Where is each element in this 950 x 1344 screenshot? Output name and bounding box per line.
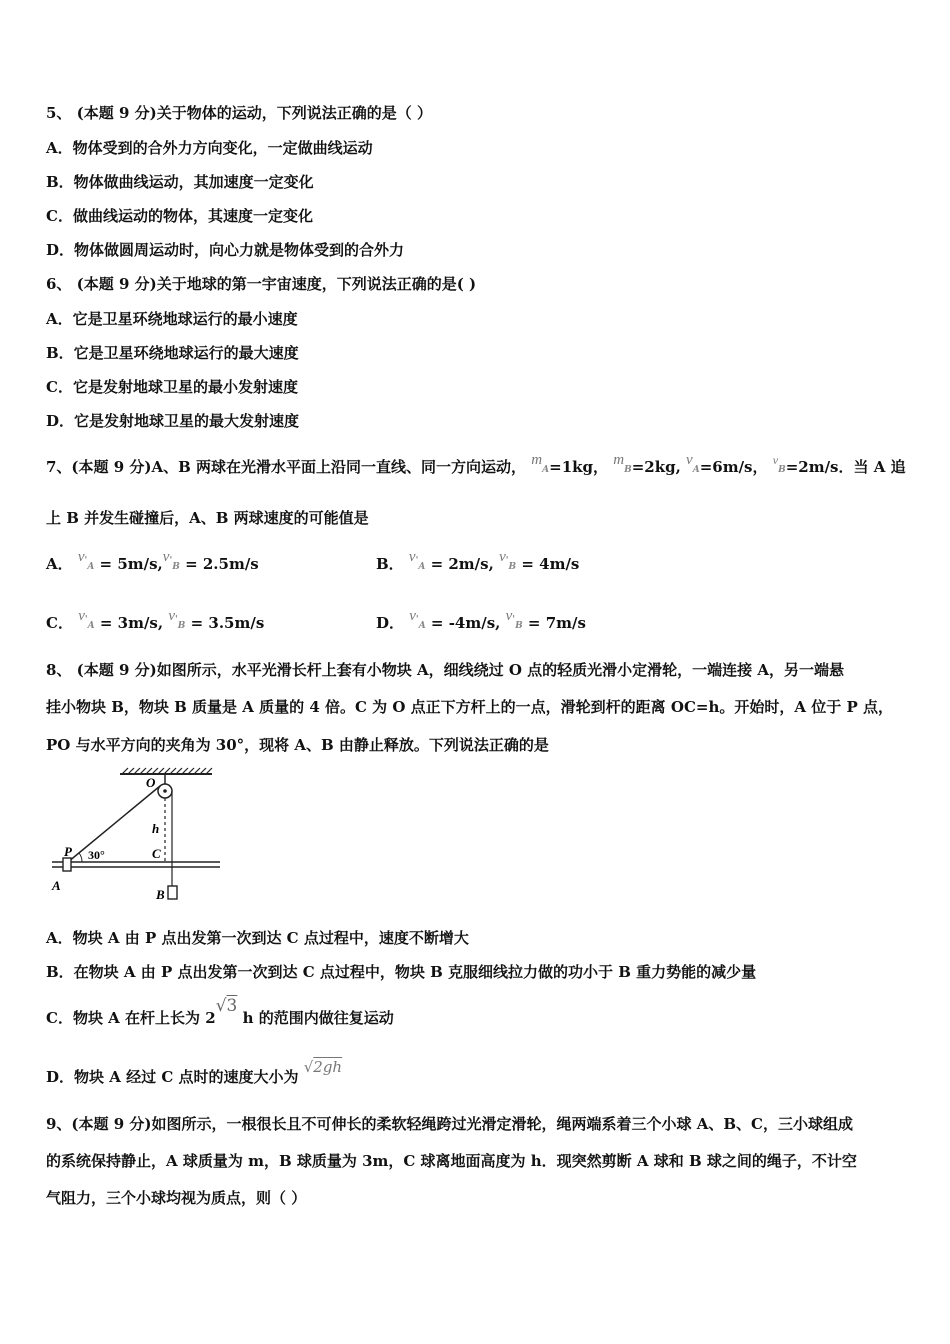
- q9-stem-line3: 气阻力，三个小球均视为质点，则（ ）: [46, 1189, 307, 1207]
- velocity-b-value: = 4m/s: [521, 555, 580, 573]
- label-h: h: [152, 821, 160, 836]
- q7-stem-line2: 上 B 并发生碰撞后，A、B 两球速度的可能值是: [46, 509, 369, 527]
- velocity-symbol: v: [772, 453, 779, 467]
- velocity-symbol: v: [409, 608, 416, 624]
- subscript-b: B: [508, 562, 517, 572]
- subscript-a: A: [418, 621, 426, 631]
- prime-mark: ': [415, 556, 419, 566]
- velocity-symbol: v: [162, 549, 170, 565]
- velocity-a-value: = 5m/s,: [99, 555, 163, 573]
- velocity-b-value: = 2.5m/s: [185, 555, 259, 573]
- option-label: C．: [46, 614, 73, 632]
- q8-option-d-text: D．物块 A 经过 C 点时的速度大小为: [46, 1068, 299, 1086]
- prime-mark: ': [512, 615, 516, 625]
- prime-mark: ': [415, 615, 419, 625]
- q7-mass-b: =2kg,: [631, 458, 681, 476]
- q7-velocity-b: =2m/s．当 A 追: [785, 458, 906, 476]
- sqrt-symbol: √3: [215, 996, 238, 1016]
- q8-option-d[interactable]: [46, 1058, 343, 1087]
- subscript-a: A: [692, 465, 700, 475]
- radicand: 2gh: [313, 1058, 343, 1076]
- q7-option-c[interactable]: [46, 608, 265, 633]
- sqrt-symbol: √2gh: [303, 1058, 343, 1076]
- q9-stem-line2: 的系统保持静止，A 球质量为 m，B 球质量为 3m，C 球离地面高度为 h．现突然剪断 A 球和 B 球之间的绳子，不计空: [46, 1152, 857, 1170]
- q5-option-a[interactable]: A．物体受到的合外力方向变化，一定做曲线运动: [46, 139, 373, 157]
- q6-option-d[interactable]: D．它是发射地球卫星的最大发射速度: [46, 412, 300, 430]
- block-a-shape: [63, 858, 71, 871]
- subscript-b: B: [624, 465, 632, 475]
- option-label: A．: [46, 555, 73, 573]
- label-angle: 30°: [88, 848, 105, 862]
- q6-option-c[interactable]: C．它是发射地球卫星的最小发射速度: [46, 378, 298, 396]
- velocity-symbol: v: [686, 452, 693, 468]
- subscript-b: B: [778, 465, 786, 475]
- q7-option-b[interactable]: [376, 549, 580, 574]
- subscript-a: A: [542, 465, 550, 475]
- subscript-a: A: [87, 621, 95, 631]
- label-b: B: [156, 887, 165, 902]
- label-a: A: [52, 878, 61, 893]
- q5-option-c[interactable]: C．做曲线运动的物体，其速度一定变化: [46, 207, 313, 225]
- prime-mark: ': [175, 615, 178, 625]
- velocity-symbol: v: [408, 549, 416, 565]
- pulley-figure: [48, 766, 228, 906]
- subscript-b: B: [172, 562, 180, 572]
- q6-option-b[interactable]: B．它是卫星环绕地球运行的最大速度: [46, 344, 299, 362]
- mass-symbol: m: [531, 452, 543, 468]
- label-o: O: [146, 775, 156, 790]
- prime-mark: ': [84, 556, 88, 566]
- q7-velocity-a: =6m/s，: [699, 458, 768, 476]
- q7-option-d[interactable]: [376, 608, 586, 633]
- q8-stem-line1: 8、 (本题 9 分)如图所示，水平光滑长杆上套有小物块 A，细线绕过 O 点的轻质光滑小定滑轮，一端连接 A，另一端悬: [46, 661, 844, 679]
- q7-stem: [46, 452, 906, 477]
- velocity-a-value: = 2m/s,: [430, 555, 494, 573]
- subscript-b: B: [515, 621, 523, 631]
- velocity-symbol: v: [505, 608, 513, 624]
- velocity-symbol: v: [77, 549, 85, 565]
- subscript-b: B: [177, 621, 186, 631]
- q7-option-a[interactable]: [46, 549, 259, 574]
- q5-option-d[interactable]: D．物体做圆周运动时，向心力就是物体受到的合外力: [46, 241, 405, 259]
- q8-stem-line3: PO 与水平方向的夹角为 30°，现将 A、B 由静止释放。下列说法正确的是: [46, 736, 549, 754]
- q6-option-a[interactable]: A．它是卫星环绕地球运行的最小速度: [46, 310, 298, 328]
- q6-stem: 6、 (本题 9 分)关于地球的第一宇宙速度，下列说法正确的是( ): [46, 275, 477, 293]
- q7-stem-text: 7、(本题 9 分)A、B 两球在光滑水平面上沿同一直线、同一方向运动，: [46, 458, 527, 476]
- q7-mass-a: =1kg，: [549, 458, 609, 476]
- q8-option-c-tail: h 的范围内做往复运动: [242, 1009, 394, 1027]
- prime-mark: ': [169, 556, 173, 566]
- velocity-a-value: = -4m/s,: [430, 614, 501, 632]
- velocity-b-value: = 7m/s: [527, 614, 586, 632]
- subscript-a: A: [418, 562, 426, 572]
- velocity-symbol: v: [499, 549, 506, 565]
- q8-stem-line2: 挂小物块 B，物块 B 质量是 A 质量的 4 倍。C 为 O 点正下方杆上的一点，滑轮到杆的距离 OC=h。开始时，A 位于 P 点，: [46, 698, 893, 716]
- radicand: 3: [226, 996, 238, 1016]
- q8-option-b[interactable]: B．在物块 A 由 P 点出发第一次到达 C 点过程中，物块 B 克服细线拉力做的功小于 B 重力势能的减少量: [46, 963, 757, 981]
- velocity-symbol: v: [78, 608, 85, 624]
- q5-option-b[interactable]: B．物体做曲线运动，其加速度一定变化: [46, 173, 314, 191]
- label-p: P: [64, 844, 72, 859]
- q8-option-a[interactable]: A．物块 A 由 P 点出发第一次到达 C 点过程中，速度不断增大: [46, 929, 469, 947]
- prime-mark: ': [505, 556, 509, 566]
- velocity-b-value: = 3.5m/s: [190, 614, 265, 632]
- subscript-a: A: [87, 562, 95, 572]
- label-c: C: [152, 846, 161, 861]
- q8-option-c[interactable]: [46, 996, 394, 1028]
- q9-stem-line1: 9、(本题 9 分)如图所示，一根很长且不可伸长的柔软轻绳跨过光滑定滑轮，绳两端系着三个小球 A、B、C，三小球组成: [46, 1115, 853, 1133]
- q5-stem: 5、 (本题 9 分)关于物体的运动，下列说法正确的是（ ）: [46, 104, 432, 122]
- mass-symbol: m: [613, 452, 625, 468]
- option-label: D．: [376, 614, 405, 632]
- option-label: B．: [376, 555, 404, 573]
- velocity-a-value: = 3m/s,: [99, 614, 164, 632]
- q8-option-c-text: C．物块 A 在杆上长为 2: [46, 1009, 216, 1027]
- velocity-symbol: v: [168, 608, 175, 624]
- prime-mark: ': [84, 615, 88, 625]
- block-b-shape: [168, 886, 177, 899]
